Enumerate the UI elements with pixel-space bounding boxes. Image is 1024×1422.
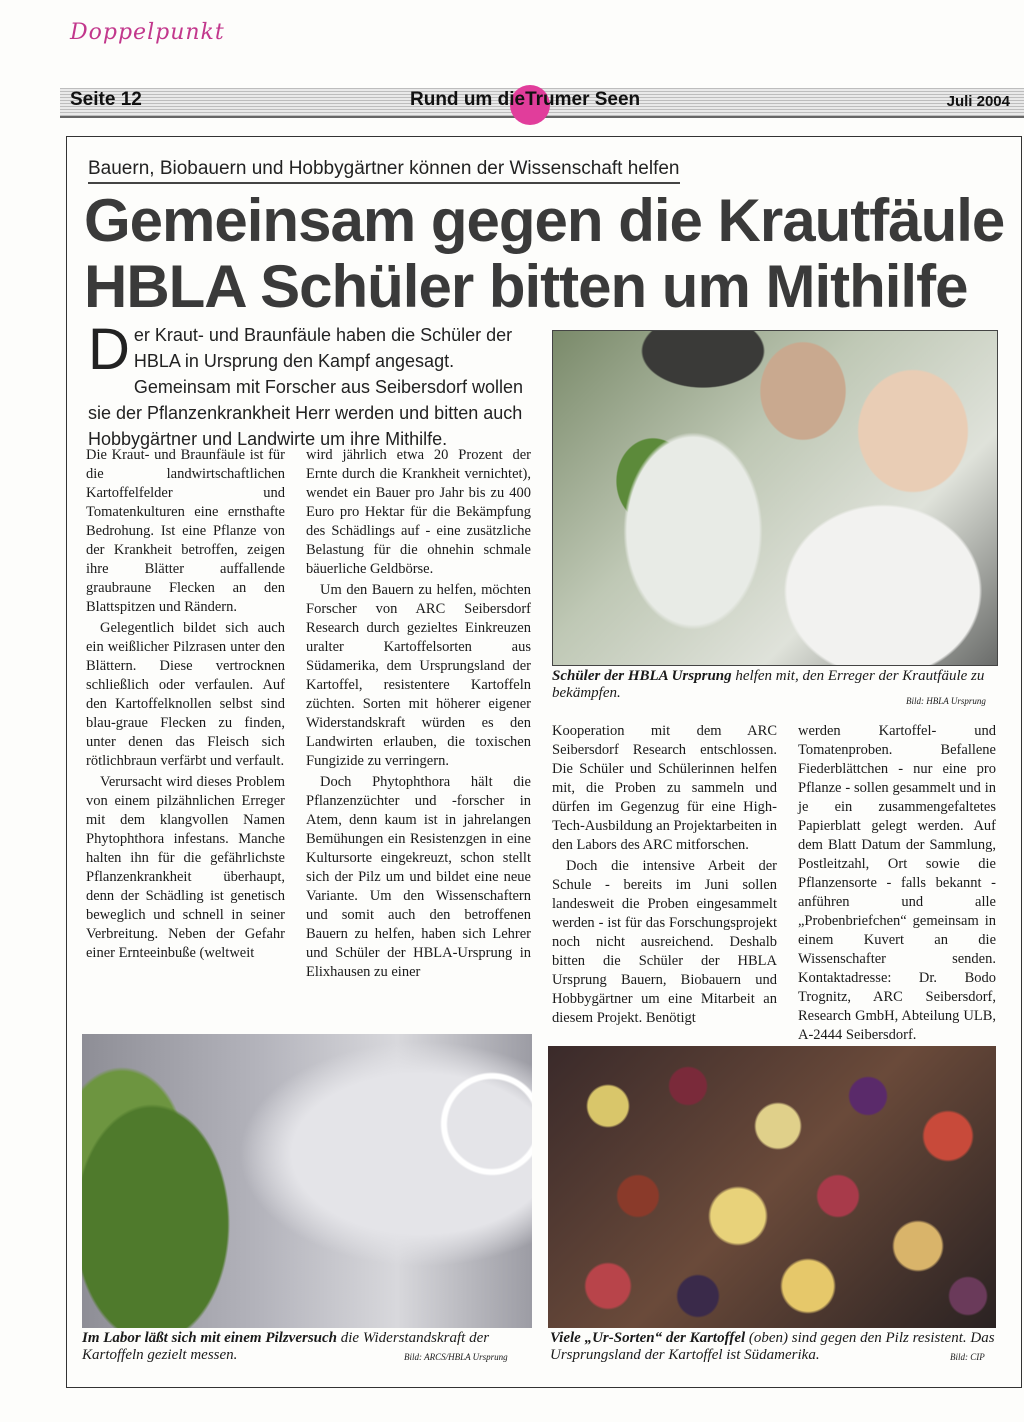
caption-bold: Schüler der HBLA Ursprung: [552, 668, 732, 684]
title-part-b: die: [497, 89, 526, 110]
text-column-1: [86, 446, 285, 965]
handwritten-annotation: Doppelpunkt: [70, 20, 225, 45]
paragraph: Um den Bauern zu helfen, möchten Forscher von ARC Seibersdorf Research durch gezieltes Einkreuzen uralter Kartoffelsorten aus Südamerika, dem Ursprungsland der Kartoffel, resistentere Kartoffeln züchten. Sorten mit höherer eigener Widerstandskraft würden es den Landwirten erlauben, die toxischen Fungizide zu verringern.: [306, 582, 531, 769]
title-part-a: Rund um: [410, 89, 493, 110]
title-part-c: Trumer Seen: [525, 89, 641, 110]
article-lead: [88, 317, 538, 452]
headline-line-2: HBLA Schüler bitten um Mithilfe: [84, 253, 968, 320]
paragraph: Gelegentlich bildet sich auch ein weißlicher Pilzrasen unter den Blättern. Diese vertrocknen schließlich oder verfaulen. Auf den Kartoffelknollen selbst sind blau-graue Flecken zu finden, unter denen das Fleisch sich rötlichbraun verfärbt und verfault.: [86, 620, 285, 769]
issue-date: Juli 2004: [946, 93, 1010, 110]
photo-students-lab: [552, 330, 998, 666]
newspaper-title: [410, 89, 640, 111]
headline-line-1: Gemeinsam gegen die Krautfäule: [84, 187, 1005, 254]
text-column-2: [306, 446, 531, 984]
article-headline: [84, 188, 1014, 320]
caption-text: (oben) sind gegen den Pilz resistent. Das Ursprungsland der Kartoffel ist Südamerika.: [550, 1330, 995, 1363]
paragraph: wird jährlich etwa 20 Prozent der Ernte durch die Krankheit vernichtet), wendet ein Bauer pro Jahr bis zu 400 Euro pro Hektar für die Bekämpfung des Schädlings auf - eine zusätzliche Belastung für die ohnehin schmale bäuerliche Geldbörse.: [306, 447, 531, 577]
lead-dropcap: D: [88, 317, 130, 382]
photo-credit: Bild: CIP: [950, 1352, 985, 1362]
photo-lab-leaf: [82, 1034, 532, 1328]
caption-text: helfen mit, den Erreger der Krautfäule zu bekämpfen.: [552, 668, 985, 701]
paragraph: Verursacht wird dieses Problem von einem pilzähnlichen Erreger mit dem klangvollen Namen Phytophthora infestans. Manche halten ihn für die gefährlichste Pflanzenkrankheit überhaupt, denn der Schädling ist genetisch beweglich und schnell in seiner Verbreitung. Neben der Gefahr einer Ernteeinbuße (weltweit: [86, 774, 285, 961]
photo-credit: Bild: HBLA Ursprung: [906, 696, 986, 706]
article-kicker: Bauern, Biobauern und Hobbygärtner können der Wissenschaft helfen: [88, 158, 680, 184]
text-column-4: [798, 722, 996, 1047]
paragraph: werden Kartoffel- und Tomatenproben. Befallene Fiederblättchen - nur eine pro Pflanze - sollen gesammelt und in je ein zusammengefaltetes Papierblatt gelegt werden. Auf dem Blatt Datum der Sammlung, Postleitzahl, Ort sowie die Pflanzensorte - falls bekannt - anführen und alle „Probenbriefchen“ gemeinsam in einem Kuvert an die Wissenschafter senden. Kontaktadresse: Dr. Bodo Trognitz, ARC Seibersdorf, Research GmbH, Abteilung ULB, A-2444 Seibersdorf.: [798, 723, 996, 1043]
caption-bold: Viele „Ur-Sorten“ der Kartoffel: [550, 1330, 746, 1346]
paragraph: Doch Phytophthora hält die Pflanzenzüchter und -forscher in Atem, denn kaum ist in jahrelangen Bemühungen ein Resistenzgen in eine Kultursorte eingekreuzt, schon stellt sich der Pilz um und bildet eine neue Variante. Um den Wissenschaftern und somit auch den betroffenen Bauern zu helfen, haben sich Lehrer und Schüler der HBLA-Ursprung in Elixhausen zu einer: [306, 774, 531, 980]
paragraph: Die Kraut- und Braunfäule ist für die landwirtschaftlichen Kartoffelfelder und Tomatenkulturen eine ernsthafte Bedrohung. Ist eine Pflanze von der Krankheit betroffen, zeigen ihre Blätter auffallende graubraune Flecken an den Blattspitzen und Rändern.: [86, 447, 285, 615]
caption-text: die Widerstandskraft der Kartoffeln gezielt messen.: [82, 1330, 490, 1363]
caption-bold: Im Labor läßt sich mit einem Pilzversuch: [82, 1330, 338, 1346]
text-column-3: [552, 722, 777, 1030]
paragraph: Doch die intensive Arbeit der Schule - bereits im Juni sollen landesweit die Proben eingesammelt werden - ist für das Forschungsprojekt noch nicht ausreichend. Deshalb bitten die Schüler der HBLA Ursprung Bauern, Biobauern und Hobbygärtner um eine Mitarbeit an diesem Projekt. Benötigt: [552, 858, 777, 1026]
page-number: Seite 12: [70, 89, 142, 110]
lead-text: er Kraut- und Braunfäule haben die Schüler der HBLA in Ursprung den Kampf angesagt. Gemeinsam mit Forscher aus Seibersdorf wollen sie der Pflanzenkrankheit Herr werden und bitten auch Hobbygärtner und Landwirte um ihre Mithilfe.: [88, 325, 524, 449]
caption-bottom-right: [550, 1330, 996, 1364]
photo-credit: Bild: ARCS/HBLA Ursprung: [404, 1352, 508, 1362]
photo-potato-varieties: [548, 1046, 996, 1328]
paragraph: Kooperation mit dem ARC Seibersdorf Research entschlossen. Die Schüler und Schülerinnen helfen mit, die Proben zu sammeln und dürfen im Gegenzug für eine High-Tech-Ausbildung an Projektarbeiten in den Labors des ARC mitforschen.: [552, 723, 777, 853]
